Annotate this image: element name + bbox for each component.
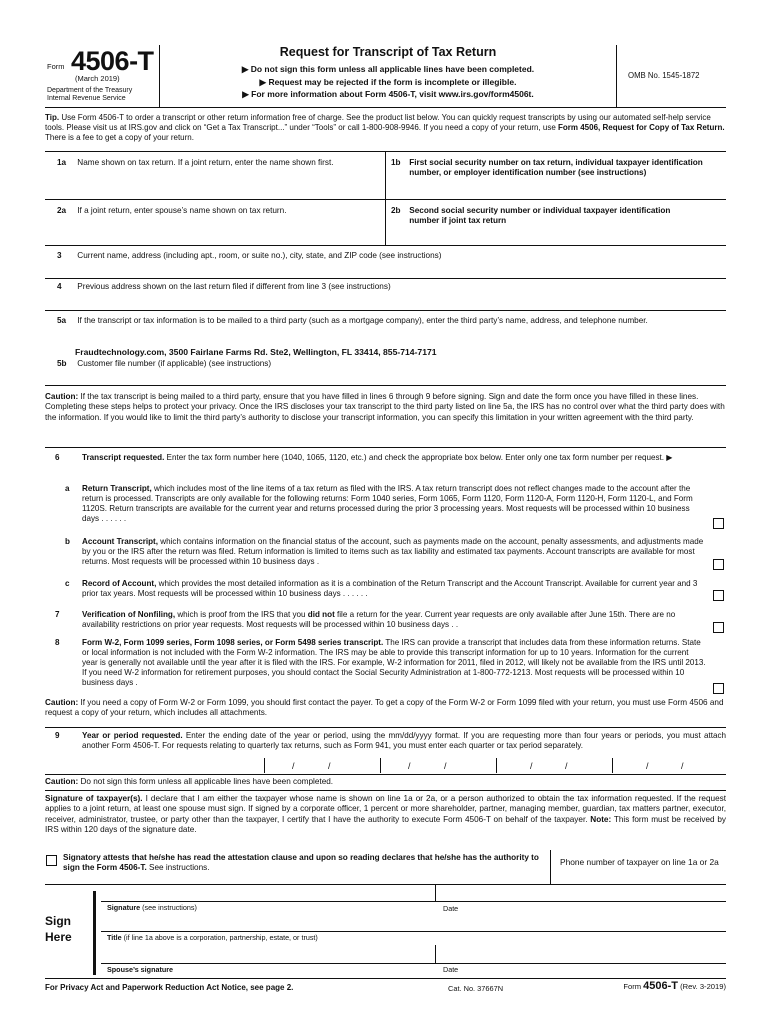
- divider: [385, 152, 386, 200]
- line-number: 3: [57, 251, 62, 260]
- caution-label: Caution:: [45, 698, 79, 707]
- caution-label: Caution:: [45, 777, 79, 786]
- sign-here-label: [45, 913, 72, 945]
- line-2a-text: If a joint return, enter spouse’s name shown on tax return.: [77, 206, 287, 215]
- line-8-text: [82, 638, 706, 688]
- footer-form-word: Form: [623, 982, 644, 991]
- line-5b-label: [57, 359, 271, 369]
- line-1a-label: [57, 158, 377, 168]
- date-slash: /: [530, 761, 533, 771]
- date-slash: /: [292, 761, 295, 771]
- signature-caption-bold: Signature: [107, 903, 141, 912]
- account-transcript-checkbox[interactable]: [713, 559, 724, 570]
- attestation-row: [45, 850, 726, 886]
- department-name: Department of the Treasury: [47, 87, 133, 94]
- line-2a-label: [57, 206, 377, 216]
- line-letter: c: [65, 579, 70, 588]
- date-slash: /: [408, 761, 411, 771]
- line-6a-text: [82, 484, 706, 524]
- record-of-account-desc: which provides the most detailed information as it is a combination of the Return Transcript and the Account Transcript. Available for current year and 3 prior tax years. Most requests will be processed within 10 business days . . . . . .: [82, 579, 698, 599]
- line-5b-text: Customer file number (if applicable) (see instructions): [77, 359, 272, 368]
- line-6-desc: Enter the tax form number here (1040, 1065, 1120, etc.) and check the appropriate box below. Enter only one tax form number per request. ▶: [164, 453, 673, 462]
- line-number: 2b: [391, 206, 401, 215]
- year-period-label: Year or period requested.: [82, 731, 183, 740]
- line-3-row[interactable]: [45, 245, 726, 278]
- attestation-bold: Signatory attests that he/she has read the attestation clause and upon so reading declares that he/she has the authority to sign the Form 4506-T.: [63, 853, 539, 872]
- line-3-text: Current name, address (including apt., room, or suite no.), city, state, and ZIP code (see instructions): [77, 251, 442, 260]
- date-slash: /: [565, 761, 568, 771]
- nonfiling-desc-2: file a return for the year. Current year requests are only available after June 15th. There are no availability restrictions on prior year requests. Most requests will be processed within 10 business days . .: [82, 610, 676, 630]
- line-6-label: Transcript requested.: [82, 453, 165, 462]
- footer-form-id: [623, 980, 726, 993]
- third-party-info[interactable]: Fraudtechnology.com, 3500 Fairlane Farms Rd. Ste2, Wellington, FL 33414, 855-714-7171: [75, 347, 437, 357]
- sign-here-block: [45, 884, 726, 978]
- form-number: 4506-T: [71, 46, 154, 76]
- line-1a-text: Name shown on tax return. If a joint return, enter the name shown first.: [77, 158, 334, 167]
- caution-text: If you need a copy of Form W-2 or Form 1099, you should first contact the payer. To get a copy of the Form W-2 or Form 1099 filed with your return, you must use Form 4506 and request a copy of your return, which includes all attachments.: [45, 698, 724, 718]
- here-word: Here: [45, 930, 72, 945]
- did-not-text: did not: [307, 610, 335, 619]
- line-9-text: [82, 731, 726, 751]
- caution-text: Do not sign this form unless all applicable lines have been completed.: [78, 777, 334, 786]
- line-1-row[interactable]: [45, 151, 726, 199]
- line-number: 2a: [57, 206, 67, 215]
- tip-label: Tip.: [45, 113, 60, 122]
- return-transcript-label: Return Transcript,: [82, 484, 152, 493]
- year-period-desc: Enter the ending date of the year or period, using the mm/dd/yyyy format. If you are requesting more than four years or periods, you must attach another Form 4506-T. For requests relating to quarterly tax returns, such as Form 941, you must enter each quarter or tax period separately.: [82, 731, 726, 751]
- period-date-2[interactable]: [380, 758, 496, 773]
- department: [47, 87, 132, 104]
- w2-transcript-checkbox[interactable]: [713, 683, 724, 694]
- tip-text: Use Form 4506-T to order a transcript or other return information free of charge. See the product list below. You can quickly request transcripts by using our automated self-help service tools. Please visit us at IRS.gov and click on “Get a Tax Transcript...” under “Tools” or call 1-800-908-9946. If you need a copy of your return, use: [45, 113, 711, 133]
- tip-tail: There is a fee to get a copy of your return.: [45, 133, 194, 143]
- record-of-account-checkbox[interactable]: [713, 590, 724, 601]
- attestation-text: [63, 853, 553, 873]
- line-5a-text: If the transcript or tax information is to be mailed to a third party (such as a mortgage company), enter the third party’s name, address, and telephone number.: [77, 316, 648, 325]
- omb-number: OMB No. 1545-1872: [628, 71, 700, 80]
- date-slash: /: [444, 761, 447, 771]
- line-4-text: Previous address shown on the last return filed if different from line 3 (see instructions): [77, 282, 391, 291]
- line-number: 5b: [57, 359, 67, 368]
- nonfiling-checkbox[interactable]: [713, 622, 724, 633]
- line-5-row[interactable]: [45, 310, 726, 386]
- line-7-text: [82, 610, 706, 630]
- title-caption-bold: Title: [107, 933, 122, 942]
- line-letter: a: [65, 484, 70, 493]
- service-name: Internal Revenue Service: [47, 95, 126, 103]
- line-2b-label: [391, 206, 725, 226]
- date-slash: /: [328, 761, 331, 771]
- signature-caption-text: (see instructions): [140, 903, 197, 912]
- line-number: 1a: [57, 158, 67, 167]
- divider: [435, 945, 436, 963]
- divider: [45, 447, 726, 448]
- spouse-date-caption: Date: [443, 965, 459, 974]
- w2-transcript-desc: The IRS can provide a transcript that includes data from these information returns. State or local information is not included with the Form W-2 information. The IRS may be able to provide this transcript information for up to 10 years. Information for the current year is generally not available until the year after it is filed with the IRS. For example, W-2 information for 2011, filed in 2012, will likely not be available from the IRS until 2013. If you need W-2 information for retirement purposes, you should contact the Social Security Administration at 1-800-772-1213. Most requests will be processed within 10 business days .: [82, 638, 706, 688]
- attestation-checkbox[interactable]: [46, 855, 57, 866]
- attestation-tail: See instructions.: [146, 863, 210, 872]
- form-title: Request for Transcript of Tax Return: [279, 45, 497, 59]
- instruction-line: ▶ Do not sign this form unless all applicable lines have been completed.: [241, 64, 535, 75]
- spouse-signature-line[interactable]: [101, 963, 726, 964]
- spouse-signature-caption: Spouse’s signature: [107, 965, 174, 974]
- account-transcript-label: Account Transcript,: [82, 537, 159, 546]
- footer-revision: (Rev. 3-2019): [678, 982, 726, 991]
- phone-label: Phone number of taxpayer on line 1a or 2a: [560, 857, 719, 867]
- header-instructions: [160, 63, 616, 101]
- line-6-text: [82, 453, 726, 463]
- period-dates: [45, 758, 726, 774]
- catalog-number: Cat. No. 37667N: [448, 984, 504, 993]
- signature-line[interactable]: [101, 901, 726, 902]
- date-slash: /: [646, 761, 649, 771]
- tip-form4506: Form 4506, Request for Copy of Tax Return.: [558, 123, 725, 133]
- instruction-line: ▶ Request may be rejected if the form is incomplete or illegible.: [259, 76, 517, 87]
- caution-text: If the tax transcript is being mailed to a third party, ensure that you have filled in lines 6 through 9 before signing. Sign and date the form once you have filled in these lines. Completing these steps helps to protect your privacy. Once the IRS discloses your tax transcript to the third party listed on line 5a, the IRS has no control over what the third party does with the information. If you would like to limit the third party’s authority to disclose your transcript information, you can specify this limitation in your written agreement with the third party.: [45, 392, 725, 422]
- line-1b-label: [391, 158, 725, 178]
- account-transcript-desc: which contains information on the financial status of the account, such as payments made on the account, penalty assessments, and adjustments made by you or the IRS after the return was filed. Return information is limited to items such as tax liability and estimated tax payments. Account transcripts are available for most returns. Most requests will be processed within 10 business days .: [82, 537, 704, 567]
- line-number: 1b: [391, 158, 401, 167]
- divider: [435, 885, 436, 901]
- footer-form-number: 4506-T: [643, 980, 679, 992]
- line-6b-text: [82, 537, 706, 567]
- nonfiling-desc: which is proof from the IRS that you: [175, 610, 308, 619]
- signature-declaration: [45, 794, 726, 836]
- line-number: 4: [57, 282, 62, 291]
- sign-word: Sign: [45, 914, 71, 928]
- divider: [45, 774, 726, 775]
- omb-block: [616, 45, 726, 108]
- period-date-1[interactable]: [264, 758, 380, 773]
- signature-declaration-label: Signature of taxpayer(s).: [45, 794, 143, 803]
- line-letter: b: [65, 537, 70, 546]
- line-2-row[interactable]: [45, 199, 726, 245]
- note-label: Note:: [590, 814, 612, 824]
- privacy-notice: For Privacy Act and Paperwork Reduction Act Notice, see page 2.: [45, 983, 294, 992]
- instruction-line: ▶ For more information about Form 4506-T, visit www.irs.gov/form4506t.: [242, 89, 534, 100]
- period-date-4[interactable]: [612, 758, 726, 773]
- line-number: 8: [55, 638, 60, 647]
- line-1b-text: First social security number on tax return, individual taxpayer identification number, or employer identification number (see instructions): [409, 158, 703, 177]
- divider: [45, 727, 726, 728]
- line-number: 7: [55, 610, 60, 619]
- line-4-label: [57, 282, 391, 292]
- signature-caption: [107, 904, 197, 913]
- caution-sign: [45, 777, 726, 787]
- title-line[interactable]: [101, 931, 726, 932]
- signature-declaration-text: I declare that I am either the taxpayer whose name is shown on line 1a or 2a, or a person authorized to obtain the tax information requested. If the request applies to a joint return, at least one spouse must sign. If signed by a corporate officer, 1 percent or more shareholder, partner, managing member, guardian, tax matters partner, executor, receiver, administrator, trustee, or party other than the taxpayer, I certify that I have the authority to execute Form 4506-T on behalf of the taxpayer.: [45, 794, 726, 824]
- caution-label: Caution:: [45, 392, 79, 401]
- line-6c-text: [82, 579, 706, 599]
- return-transcript-checkbox[interactable]: [713, 518, 724, 529]
- note-text: This form must be received by IRS within 120 days of the signature date.: [45, 814, 726, 835]
- form-id-block: [45, 45, 160, 108]
- form-word: Form: [47, 62, 65, 71]
- form-header: [45, 45, 726, 108]
- divider: [550, 850, 551, 884]
- line-number: 5a: [57, 316, 67, 325]
- line-number: 6: [55, 453, 60, 462]
- nonfiling-label: Verification of Nonfiling,: [82, 610, 176, 619]
- line-5a-label: [57, 316, 717, 326]
- title-caption: [107, 934, 318, 943]
- line-number: 9: [55, 731, 60, 740]
- period-date-3[interactable]: [496, 758, 612, 773]
- title-caption-text: (if line 1a above is a corporation, partnership, estate, or trust): [121, 933, 318, 942]
- header-center: [160, 45, 616, 108]
- return-transcript-desc: which includes most of the line items of a tax return as filed with the IRS. A tax return transcript does not reflect changes made to the account after the return is processed. Transcripts are only available for the following returns: Form 1040 series, Form 1065, Form 1120, Form 1120-A, Form 1120-H, Form 1120-L, and Form 1120S. Return transcripts are available for the current year and returns processed during the prior 3 processing years. Most requests will be processed within 10 business days . . . . . .: [82, 484, 693, 524]
- date-caption: Date: [443, 904, 459, 913]
- line-2b-text: Second social security number or individual taxpayer identification number if joint tax return: [409, 206, 671, 225]
- form-footer: [45, 978, 726, 993]
- sign-here-bar: [93, 891, 96, 975]
- divider: [385, 200, 386, 246]
- revision-date: (March 2019): [75, 74, 120, 83]
- caution-w2: [45, 698, 726, 719]
- tip-paragraph: [45, 113, 726, 143]
- divider: [45, 790, 726, 791]
- caution-third-party: [45, 392, 726, 423]
- line-4-row[interactable]: [45, 278, 726, 310]
- record-of-account-label: Record of Account,: [82, 579, 157, 588]
- line-3-label: [57, 251, 442, 261]
- date-slash: /: [681, 761, 684, 771]
- w2-transcript-label: Form W-2, Form 1099 series, Form 1098 series, or Form 5498 series transcript.: [82, 638, 384, 647]
